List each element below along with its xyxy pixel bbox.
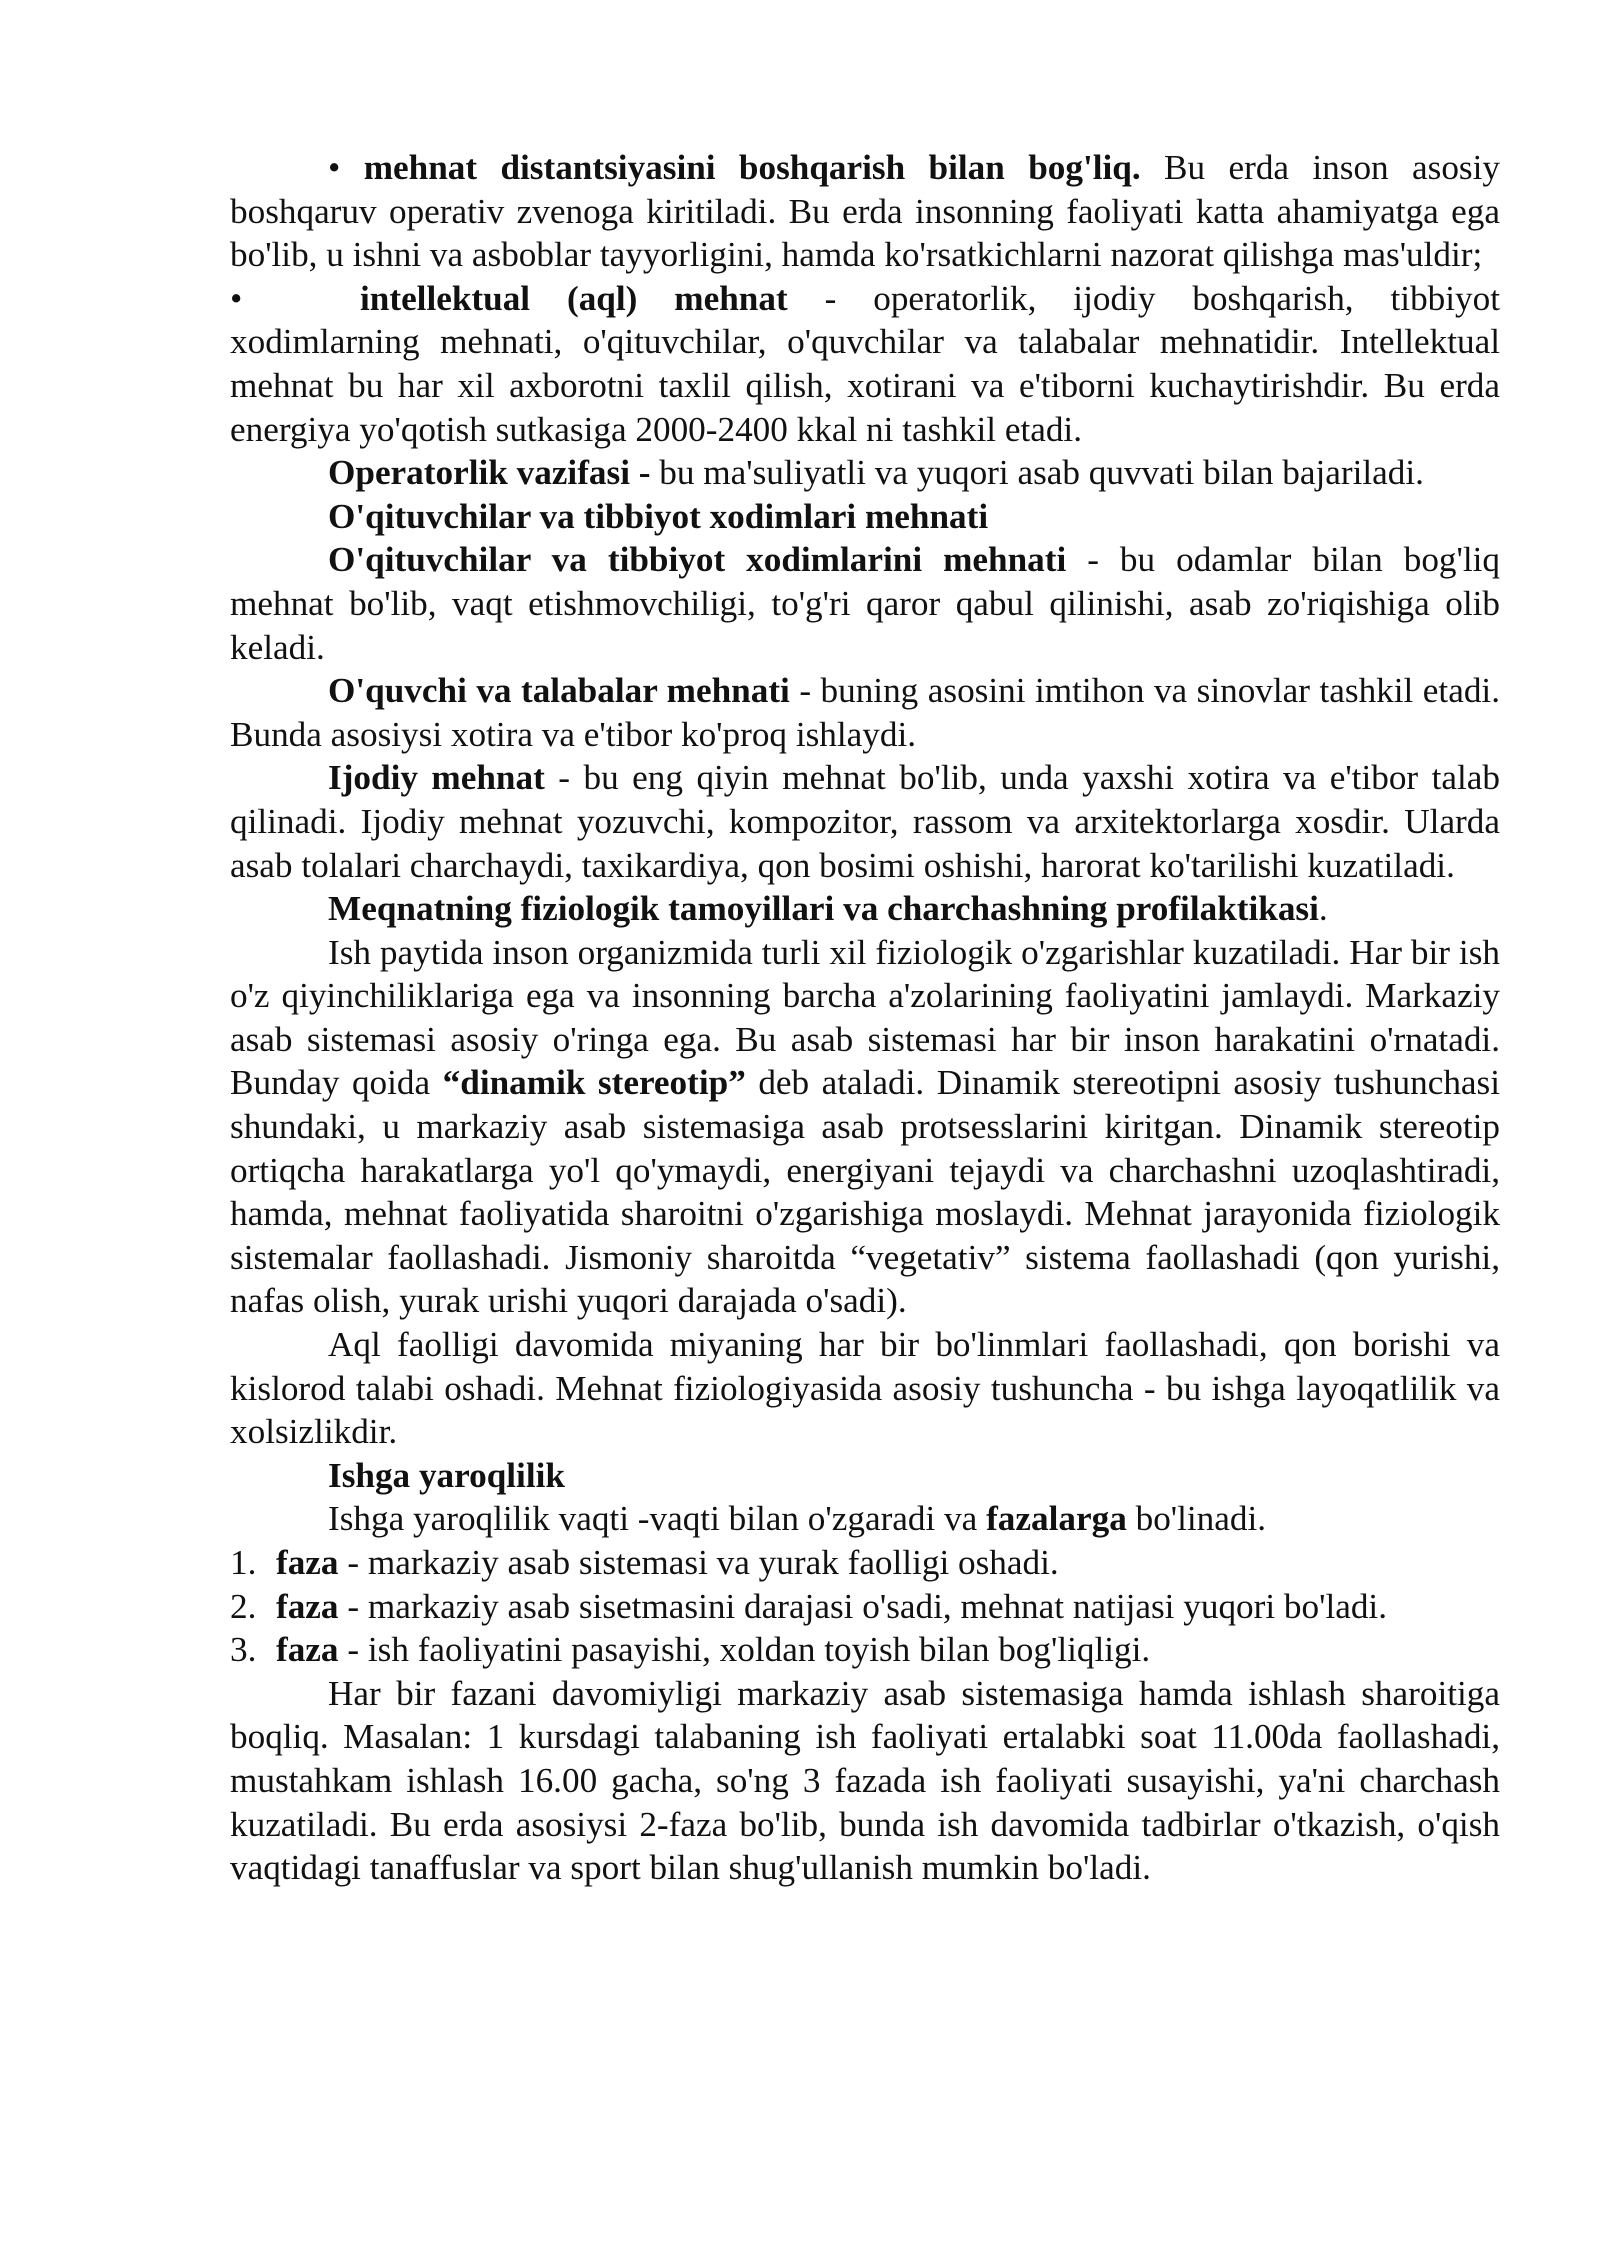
section-heading [230, 887, 1500, 931]
paragraph-text: Aql faolligi davomida miyaning har bir bo'linmlari faollashadi, qon borishi va kislorod talabi oshadi. Mehnat fiziologiyasida asosiy tushuncha - bu ishga layoqatlilik va xolsizlikdir. [230, 1325, 1500, 1452]
heading-text: O'qituvchilar va tibbiyot xodimlari mehnati [328, 496, 989, 536]
list-item [230, 1585, 1500, 1629]
paragraph-text: Ish paytida inson organizmida turli xil fiziologik o'zgarishlar kuzatiladi. Har bir ish o'z qiyinchiliklariga ega va insonning barcha a'zolarining faoliyatini jamlaydi. Markaziy asab sistemasi asosiy o'ringa ega. Bu asab sistemasi har bir inson harakatini o'rnatadi. Bunday qoida [230, 932, 1500, 1103]
paragraph-operator-task [230, 451, 1500, 495]
list-number: 2. [230, 1586, 257, 1626]
paragraph-mental-activity [230, 1323, 1500, 1454]
bold-term: fazalarga [986, 1499, 1127, 1539]
paragraph-teachers-medics [230, 538, 1500, 669]
paragraph-text: Ishga yaroqlilik vaqti -vaqti bilan o'zgaradi va [328, 1499, 987, 1539]
bullet: • [230, 278, 243, 318]
list-number: 1. [230, 1543, 257, 1582]
list-text: - markaziy asab sisetmasini darajasi o'sadi, mehnat natijasi yuqori bo'ladi. [338, 1586, 1388, 1626]
paragraph-phase-duration [230, 1672, 1500, 1890]
bold-term: Operatorlik vazifasi - [328, 453, 651, 493]
heading-text: Ishga yaroqlilik [328, 1455, 565, 1495]
paragraph-text: Bu erda inson asosiy boshqaruv operativ zvenoga kiritiladi. Bu erda insonning faoliyati katta ahamiyatga ega bo'lib, u ishni va asboblar tayyorligini, hamda ko'rsatkichlarni nazorat qilishga mas'uldir; [230, 148, 1500, 275]
bold-term: O'qituvchilar va tibbiyot xodimlarini mehnati [328, 540, 1067, 580]
bold-term: intellektual (aql) mehnat [360, 278, 788, 318]
bold-term: O'quvchi va talabalar mehnati [328, 671, 790, 711]
paragraph-intellectual-work [230, 277, 1500, 451]
bold-term: faza [276, 1543, 339, 1582]
list-item [230, 1541, 1500, 1585]
paragraph-students-work [230, 669, 1500, 756]
paragraph-text: - bu eng qiyin mehnat bo'lib, unda yaxshi xotira va e'tibor talab qilinadi. Ijodiy mehnat yozuvchi, kompozitor, rassom va arxitektorlarga xosdir. Ularda asab tolalari charchaydi, taxikardiya, qon bosimi oshishi, harorat ko'tarilishi kuzatiladi. [230, 758, 1501, 885]
bold-term: mehnat distantsiyasini boshqarish bilan bog'liq. [363, 148, 1141, 187]
list-text: - ish faoliyatini pasayishi, xoldan toyish bilan bog'liqligi. [338, 1630, 1151, 1670]
paragraph-text: - operatorlik, ijodiy boshqarish, tibbiyot xodimlarning mehnati, o'qituvchilar, o'quvchilar va talabalar mehnatidir. Intellektual mehnat bu har xil axborotni taxlil qilish, xotirani va e'tiborni kuchaytirishdir. Bu erda energiya yo'qotish sutkasiga 2000-2400 kkal ni tashkil etadi. [230, 278, 1500, 449]
document-page [230, 146, 1500, 1890]
paragraph-distance-control [230, 146, 1500, 277]
heading-text: Meqnatning fiziologik tamoyillari va charchashning profilaktikasi [328, 889, 1319, 929]
bold-term: Ijodiy mehnat [328, 758, 545, 798]
paragraph-text: - buning asosini imtihon va sinovlar tashkil etadi. Bunda asosiysi xotira va e'tibor ko'proq ishlaydi. [230, 671, 1500, 754]
paragraph-creative-work [230, 756, 1500, 887]
section-heading [230, 1454, 1500, 1498]
section-heading [230, 495, 1500, 539]
list-item [230, 1628, 1500, 1672]
heading-tail: . [1318, 889, 1328, 929]
paragraph-phases-intro [230, 1497, 1500, 1541]
paragraph-text: bu ma'suliyatli va yuqori asab quvvati bilan bajariladi. [650, 453, 1424, 493]
paragraph-physiology [230, 931, 1500, 1323]
bold-term: faza [276, 1630, 339, 1670]
paragraph-text: - bu odamlar bilan bog'liq mehnat bo'lib, vaqt etishmovchiligi, to'g'ri qaror qabul qilinishi, asab zo'riqishiga olib keladi. [230, 540, 1500, 667]
paragraph-text: bo'linadi. [1126, 1499, 1267, 1539]
list-text: - markaziy asab sistemasi va yurak faolligi oshadi. [338, 1543, 1059, 1582]
paragraph-text: Har bir fazani davomiyligi markaziy asab sistemasiga hamda ishlash sharoitiga boqliq. Masalan: 1 kursdagi talabaning ish faoliyati ertalabki soat 11.00da faollashadi, mustahkam ishlash 16.00 gacha, so'ng 3 fazada ish faoliyati susayishi, ya'ni charchash kuzatiladi. Bu erda asosiysi 2-faza bo'lib, bunda ish davomida tadbirlar o'tkazish, o'qish vaqtidagi tanaffuslar va sport bilan shug'ullanish mumkin bo'ladi. [230, 1673, 1500, 1888]
bold-term: faza [276, 1586, 339, 1626]
bullet: • [328, 148, 341, 187]
list-number: 3. [230, 1630, 257, 1670]
paragraph-text: deb ataladi. Dinamik stereotipni asosiy tushunchasi shundaki, u markaziy asab sistemasiga asab protsesslarini kiritgan. Dinamik stereotip ortiqcha harakatlarga yo'l qo'ymaydi, energiyani tejaydi va charchashni uzoqlashtiradi, hamda, mehnat faoliyatida sharoitni o'zgarishiga moslaydi. Mehnat jarayonida fiziologik sistemalar faollashadi. Jismoniy sharoitda “vegetativ” sistema faollashadi (qon yurishi, nafas olish, yurak urishi yuqori darajada o'sadi). [230, 1063, 1501, 1321]
bold-term: “dinamik stereotip” [442, 1063, 746, 1103]
